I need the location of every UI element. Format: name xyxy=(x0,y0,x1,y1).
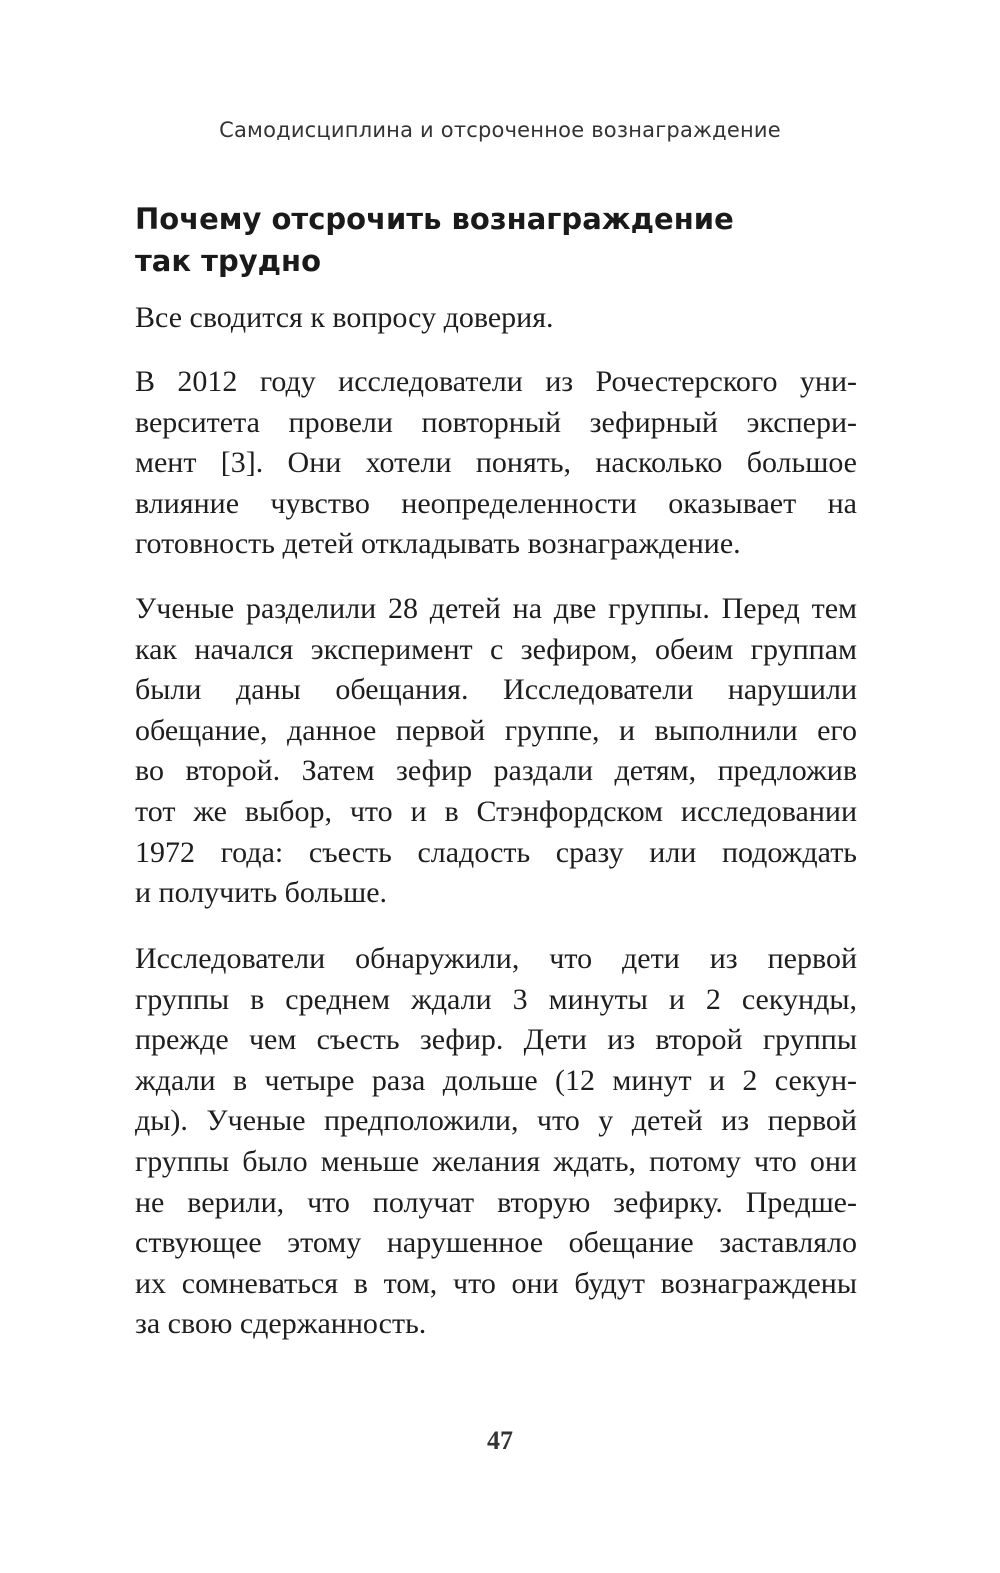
paragraph-1 xyxy=(135,298,857,339)
text-line: 1972 года: съесть сладость сразу или подождать xyxy=(135,835,857,869)
text-line: верситета провели повторный зефирный экспери- xyxy=(135,405,857,439)
text-line: не верили, что получат вторую зефирку. Предше- xyxy=(135,1185,857,1219)
text-line: ды). Ученые предположили, что у детей из первой xyxy=(135,1104,857,1138)
text-line: ждали в четыре раза дольше (12 минут и 2 секун- xyxy=(135,1063,857,1097)
text-line: Ученые разделили 28 детей на две группы. Перед тем xyxy=(135,592,857,625)
section-heading xyxy=(135,198,865,282)
paragraph-2 xyxy=(135,362,857,565)
text-line: Исследователи обнаружили, что дети из первой xyxy=(135,942,857,975)
text-line: были даны обещания. Исследователи нарушили xyxy=(135,673,857,707)
text-line: и получить больше. xyxy=(135,876,388,910)
text-line: прежде чем съесть зефир. Дети из второй группы xyxy=(135,1023,857,1057)
text-line: мент [3]. Они хотели понять, насколько большое xyxy=(135,446,857,480)
paragraph-3 xyxy=(135,589,857,914)
section-heading-line: Почему отсрочить вознаграждение xyxy=(135,202,734,236)
text-line: готовность детей откладывать вознаграждение. xyxy=(135,527,741,561)
text-line: Все сводится к вопросу доверия. xyxy=(135,301,554,334)
text-line: как начался эксперимент с зефиром, обеим группам xyxy=(135,632,857,666)
text-line: за свою сдержанность. xyxy=(135,1307,427,1341)
text-line: обещание, данное первой группе, и выполнили его xyxy=(135,713,857,747)
text-line: влияние чувство неопределенности оказывает на xyxy=(135,486,857,520)
text-line: ствующее этому нарушенное обещание заставляло xyxy=(135,1226,857,1260)
text-line: группы в среднем ждали 3 минуты и 2 секунды, xyxy=(135,982,857,1016)
text-line: их сомневаться в том, что они будут вознаграждены xyxy=(135,1266,857,1300)
page-number: 47 xyxy=(487,1426,513,1455)
text-line: тот же выбор, что и в Стэнфордском исследовании xyxy=(135,794,857,828)
paragraph-4 xyxy=(135,939,857,1345)
text-line: группы было меньше желания ждать, потому что они xyxy=(135,1144,857,1178)
section-heading-line: так трудно xyxy=(135,244,322,278)
running-header: Самодисциплина и отсроченное вознаграждение xyxy=(219,118,781,142)
text-line: В 2012 году исследователи из Рочестерского уни- xyxy=(135,365,857,398)
text-line: во второй. Затем зефир раздали детям, предложив xyxy=(135,754,857,788)
